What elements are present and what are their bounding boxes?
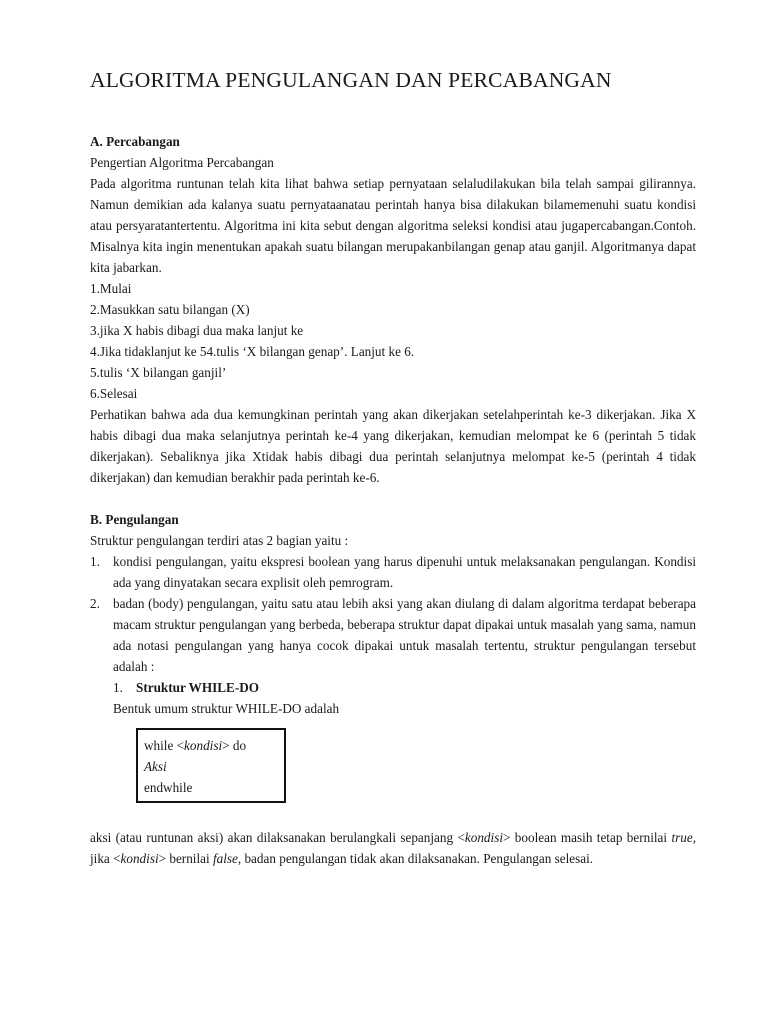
algorithm-step: 2.Masukkan satu bilangan (X)	[90, 302, 250, 317]
algorithm-step: 5.tulis ‘X bilangan ganjil’	[90, 365, 227, 380]
code-endwhile: endwhile	[144, 780, 193, 795]
final-paragraph	[90, 827, 696, 869]
final-text: , badan pengulangan tidak akan dilaksanakan. Pengulangan selesai.	[237, 851, 594, 866]
code-aksi: Aksi	[144, 759, 167, 774]
section-b-intro: Struktur pengulangan terdiri atas 2 bagian yaitu :	[90, 533, 349, 548]
algorithm-step: 1.Mulai	[90, 281, 132, 296]
section-a-heading: A. Percabangan	[90, 134, 180, 149]
while-do-heading	[113, 677, 696, 698]
code-while-keyword: while <	[144, 738, 185, 753]
list-item-text: badan (body) pengulangan, yaitu satu atau lebih aksi yang akan diulang di dalam algoritma terdapat beberapa macam struktur pengulangan yang berbeda, beberapa struktur dapat dipakai untuk masalah yang sama, namun ada notasi pengulangan yang hanya cocok dipakai untuk masalah tertentu, struktur pengulangan tersebut adalah :	[113, 596, 696, 674]
algorithm-step: 4.Jika tidaklanjut ke 54.tulis ‘X bilangan genap’. Lanjut ke 6.	[90, 344, 415, 359]
list-item-number: 2.	[90, 596, 100, 611]
final-true: true	[671, 830, 693, 845]
while-do-number: 1.	[113, 680, 123, 695]
while-do-section	[113, 677, 696, 803]
document-title: ALGORITMA PENGULANGAN DAN PERCABANGAN	[90, 68, 612, 92]
code-do-keyword: > do	[222, 738, 247, 753]
section-a-closing: Perhatikan bahwa ada dua kemungkinan perintah yang akan dikerjakan setelahperintah ke-3 dikerjakan. Jika X habis dibagi dua maka selanjutnya perintah ke-4 yang dikerjakan, kemudian melompat ke 6 (perintah 5 tidak dikerjakan). Sebaliknya jika Xtidak habis dibagi dua perintah selanjutnya melompat ke-5 (perintah 4 tidak dikerjakan) dan kemudian berakhir pada perintah ke-6.	[90, 407, 696, 485]
list-item	[90, 551, 696, 593]
algorithm-step: 6.Selesai	[90, 386, 138, 401]
final-text: > bernilai	[158, 851, 213, 866]
final-text: aksi (atau runtunan aksi) akan dilaksanakan berulangkali sepanjang <	[90, 830, 465, 845]
while-do-title: Struktur WHILE-DO	[136, 680, 259, 695]
section-a	[90, 131, 696, 488]
list-item-text: kondisi pengulangan, yaitu ekspresi boolean yang harus dipenuhi untuk melaksanakan pengulangan. Kondisi ada yang dinyatakan secara explisit oleh pemrogram.	[113, 554, 696, 590]
code-line	[144, 756, 284, 777]
list-item-number: 1.	[90, 554, 100, 569]
final-false: false	[212, 851, 238, 866]
section-b-heading: B. Pengulangan	[90, 512, 179, 527]
section-a-subtitle: Pengertian Algoritma Percabangan	[90, 155, 274, 170]
while-do-description: Bentuk umum struktur WHILE-DO adalah	[113, 701, 340, 716]
section-b	[90, 509, 696, 869]
list-item	[90, 593, 696, 677]
final-text: , jika <	[90, 830, 696, 866]
final-kondisi: kondisi	[464, 830, 503, 845]
section-b-list	[90, 551, 696, 677]
algorithm-step: 3.jika X habis dibagi dua maka lanjut ke	[90, 323, 304, 338]
final-text: > boolean masih tetap bernilai	[503, 830, 672, 845]
code-line	[144, 777, 284, 798]
final-kondisi: kondisi	[120, 851, 159, 866]
code-line	[144, 735, 284, 756]
while-do-code-box	[136, 728, 286, 803]
section-gap	[90, 488, 696, 509]
section-a-paragraph: Pada algoritma runtunan telah kita lihat bahwa setiap pernyataan selaludilakukan bila telah sampai gilirannya. Namun demikian ada kalanya suatu pernyataanatau perintah hanya bisa dilakukan bilamemenuhi suatu kondisi atau persyaratantertentu. Algoritma ini kita sebut dengan algoritma seleksi kondisi atau jugapercabangan.Contoh. Misalnya kita ingin menentukan apakah suatu bilangan merupakanbilangan genap atau ganjil. Algoritmanya dapat kita jabarkan.	[90, 176, 696, 275]
code-kondisi: kondisi	[184, 738, 223, 753]
